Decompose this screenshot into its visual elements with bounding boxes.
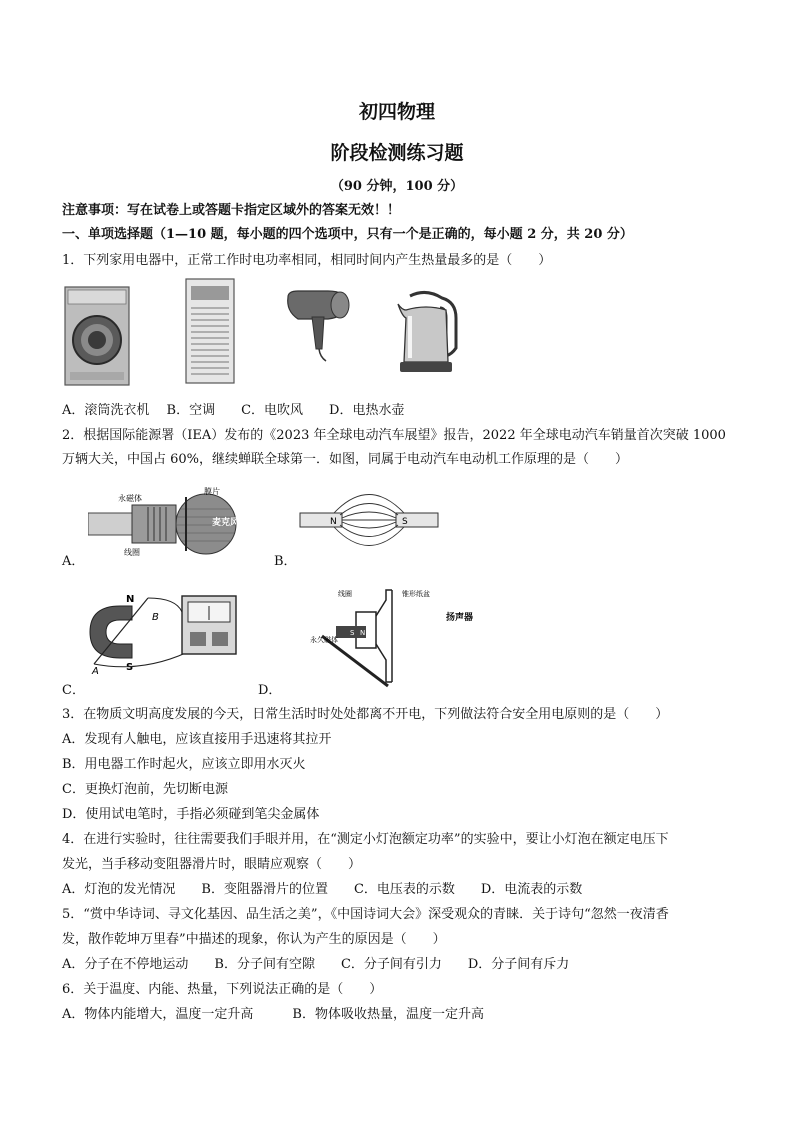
fig-d-label-cone: 锥形纸盆 xyxy=(402,590,430,598)
fig-c-pole-s: S xyxy=(126,662,134,673)
hair-dryer-image xyxy=(282,289,356,367)
electric-kettle-image xyxy=(396,288,462,378)
air-conditioner-image xyxy=(185,278,235,388)
q5-stem-line2: 发，散作乾坤万里春”中描述的现象，你认为产生的原因是（ ） xyxy=(62,932,446,947)
q2-stem-line2: 万辆大关，中国占 60%，继续蝉联全球第一．如图，同属于电动汽车电动机工作原理的是（ ） xyxy=(62,452,629,467)
q4-stem-line2: 发光，当手移动变阻器滑片时，眼睛应观察（ ） xyxy=(62,857,362,872)
fig-d-pole-s: S xyxy=(350,629,355,637)
figure-d-speaker xyxy=(310,586,510,694)
fig-d-label-coil: 线圈 xyxy=(338,590,352,598)
q1-options: A．滚筒洗衣机 B．空调 C．电吹风 D．电热水壶 xyxy=(62,403,405,418)
q3-stem: 3．在物质文明高度发展的今天，日常生活时时处处都离不开电，下列做法符合安全用电原则的是（ ） xyxy=(62,707,669,722)
fig-c-pole-n: N xyxy=(126,594,135,605)
fig-c-point-b: B xyxy=(152,612,159,623)
figure-b-magnetic-field xyxy=(294,478,444,568)
fig-d-label-speaker: 扬声器 xyxy=(446,613,474,623)
q2-label-c: C． xyxy=(62,683,85,698)
fig-b-pole-n: N xyxy=(330,517,337,527)
washing-machine-image xyxy=(64,286,130,390)
q3-option-b: B．用电器工作时起火，应该立即用水灭火 xyxy=(62,757,306,772)
section-heading: 一、单项选择题（1—10 题，每小题的四个选项中，只有一个是正确的，每小题 2 分，共 20 分） xyxy=(62,227,633,242)
fig-d-pole-n: N xyxy=(360,629,366,637)
q2-label-a: A． xyxy=(62,554,85,569)
q5-stem-line1: 5．“赏中华诗词、寻文化基因、品生活之美”，《中国诗词大会》深受观众的青睐．关于诗句“忽然一夜清香 xyxy=(62,907,669,922)
fig-a-label-coil: 线圈 xyxy=(124,548,140,557)
q6-stem: 6．关于温度、内能、热量，下列说法正确的是（ ） xyxy=(62,982,383,997)
figure-c-generator-experiment xyxy=(86,592,246,680)
q3-option-c: C．更换灯泡前，先切断电源 xyxy=(62,782,228,797)
fig-d-label-magnet: 永久磁体 xyxy=(310,636,338,644)
q2-label-b: B． xyxy=(274,554,297,569)
q2-stem-line1: 2．根据国际能源署（IEA）发布的《2023 年全球电动汽车展望》报告，2022 年全球电动汽车销量首次突破 1000 xyxy=(62,428,726,443)
time-score: （90 分钟，100 分） xyxy=(330,179,464,194)
q2-label-d: D． xyxy=(258,683,282,698)
fig-a-label-microphone: 麦克风 xyxy=(212,518,240,528)
q4-options: A．灯泡的发光情况 B．变阻器滑片的位置 C．电压表的示数 D．电流表的示数 xyxy=(62,882,583,897)
fig-b-pole-s: S xyxy=(402,517,408,527)
q1-stem: 1．下列家用电器中，正常工作时电功率相同，相同时间内产生热量最多的是（ ） xyxy=(62,253,552,268)
exam-title: 初四物理 xyxy=(358,101,435,123)
fig-a-label-magnet: 永磁体 xyxy=(118,494,142,503)
q3-option-a: A．发现有人触电，应该直接用手迅速将其拉开 xyxy=(62,732,332,747)
fig-c-point-a: A xyxy=(92,666,99,676)
q4-stem-line1: 4．在进行实验时，往往需要我们手眼并用，在“测定小灯泡额定功率”的实验中，要让小灯泡在额定电压下 xyxy=(62,832,669,847)
figure-a-microphone xyxy=(88,485,258,561)
q5-options: A．分子在不停地运动 B．分子间有空隙 C．分子间有引力 D．分子间有斥力 xyxy=(62,957,570,972)
q6-options: A．物体内能增大，温度一定升高 B．物体吸收热量，温度一定升高 xyxy=(62,1007,484,1022)
q3-option-d: D．使用试电笔时，手指必须碰到笔尖金属体 xyxy=(62,807,320,822)
fig-a-label-diaphragm: 膜片 xyxy=(204,487,220,496)
notice: 注意事项：写在试卷上或答题卡指定区域外的答案无效！！ xyxy=(62,203,401,218)
exam-subtitle: 阶段检测练习题 xyxy=(330,142,464,164)
